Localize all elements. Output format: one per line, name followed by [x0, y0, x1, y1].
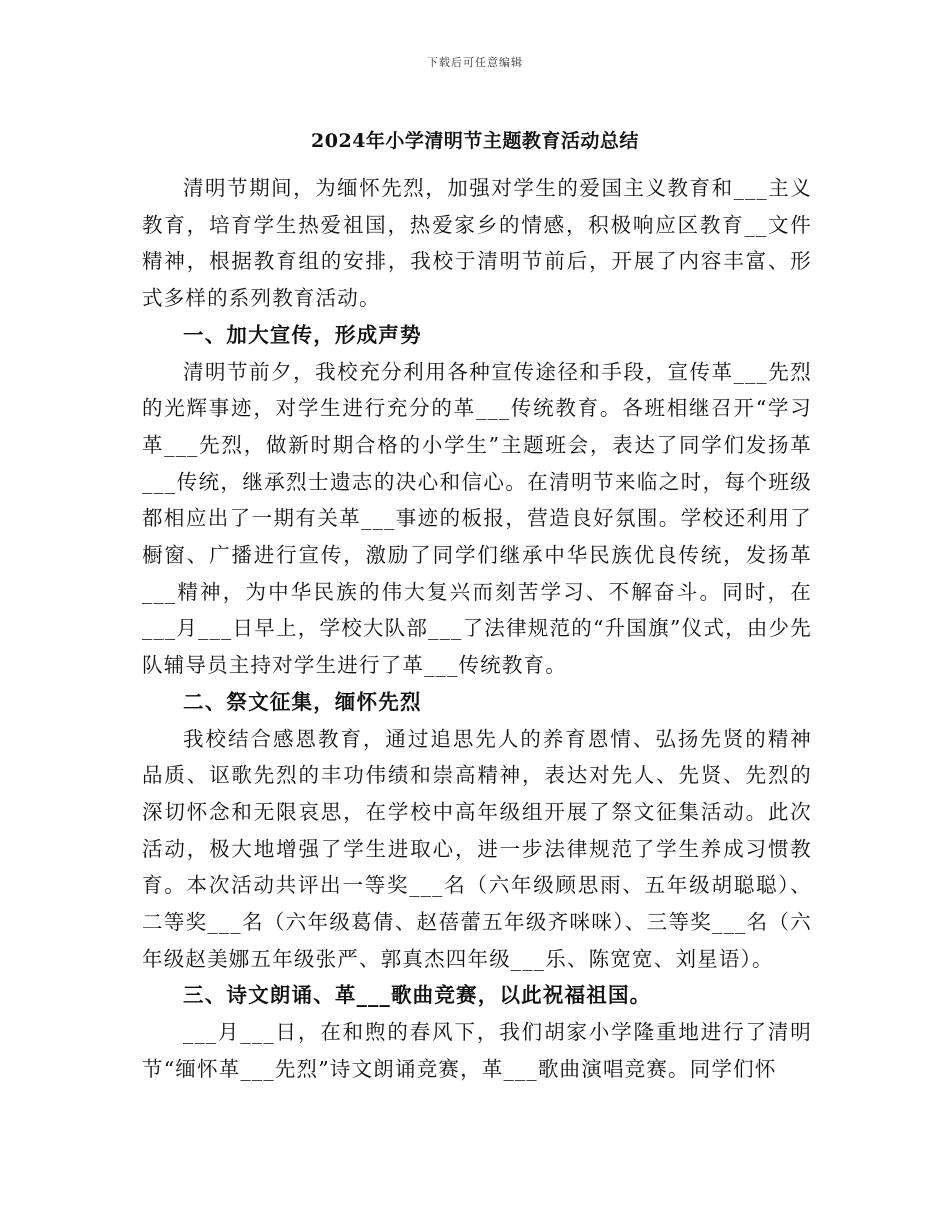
paragraph-section-3: ___月___日，在和煦的春风下，我们胡家小学隆重地进行了清明节“缅怀革___先烈”诗文朗诵竞赛，革___歌曲演唱竞赛。同学们怀 [142, 1020, 812, 1081]
paragraph-section-1: 清明节前夕，我校充分利用各种宣传途径和手段，宣传革___先烈的光辉事迹，对学生进行充分的革___传统教育。各班相继召开“学习革___先烈，做新时期合格的小学生”主题班会，表达了同学们发扬革___传统，继承烈士遗志的决心和信心。在清明节来临之时，每个班级都相应出了一期有关革___事迹的板报，营造良好氛围。学校还利用了橱窗、广播进行宣传，激励了同学们继承中华民族优良传统，发扬革___精神，为中华民族的伟大复兴而刻苦学习、不解奋斗。同时，在___月___日早上，学校大队部___了法律规范的“升国旗”仪式，由少先队辅导员主持对学生进行了革___传统教育。 [142, 359, 812, 678]
paragraph-intro: 清明节期间，为缅怀先烈，加强对学生的爱国主义教育和___主义教育，培育学生热爱祖国，热爱家乡的情感，积极响应区教育__文件精神，根据教育组的安排，我校于清明节前后，开展了内容丰富、形式多样的系列教育活动。 [142, 176, 812, 311]
paragraph-section-2: 我校结合感恩教育，通过追思先人的养育恩情、弘扬先贤的精神品质、讴歌先烈的丰功伟绩和崇高精神，表达对先人、先贤、先烈的深切怀念和无限哀思，在学校中高年级组开展了祭文征集活动。此次活动，极大地增强了学生进取心，进一步法律规范了学生养成习惯教育。本次活动共评出一等奖___名（六年级顾思雨、五年级胡聪聪）、二等奖___名（六年级葛倩、赵蓓蕾五年级齐咪咪）、三等奖___名（六年级赵美娜五年级张严、郭真杰四年级___乐、陈宽宽、刘星语）。 [142, 726, 812, 971]
section-heading-2: 二、祭文征集，缅怀先烈 [183, 689, 422, 714]
document-title: 2024年小学清明节主题教育活动总结 [311, 130, 639, 152]
page-header-note: 下载后可任意编辑 [427, 56, 523, 69]
section-heading-1: 一、加大宣传，形成声势 [183, 322, 422, 347]
section-heading-3: 三、诗文朗诵、革___歌曲竞赛，以此祝福祖国。 [183, 983, 652, 1008]
document-body [142, 170, 812, 1088]
